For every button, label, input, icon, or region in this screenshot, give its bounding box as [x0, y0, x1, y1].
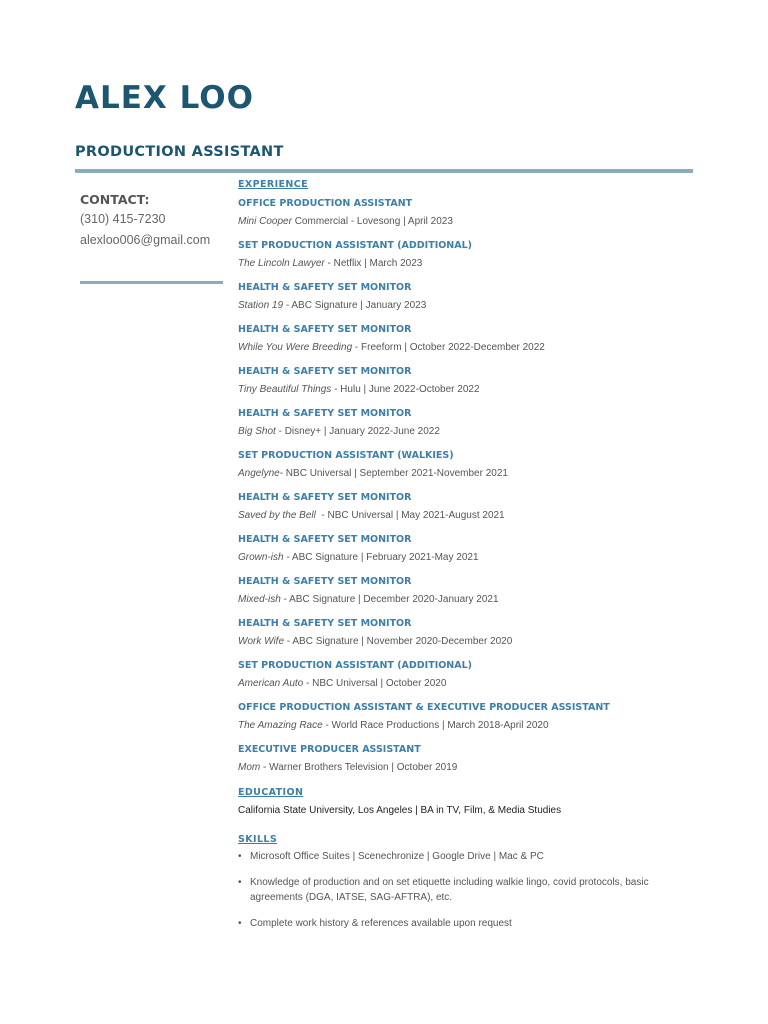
production-info: Commercial - Lovesong | April 2023 — [291, 216, 453, 227]
job-title-heading: PRODUCTION ASSISTANT — [75, 144, 284, 160]
show-title: Saved by the Bell — [238, 510, 316, 521]
show-title: The Amazing Race — [238, 720, 323, 731]
experience-detail — [238, 341, 698, 355]
candidate-name: ALEX LOO — [75, 80, 254, 116]
show-title: Work Wife — [238, 636, 285, 647]
experience-detail — [238, 425, 698, 439]
show-title: Mini Cooper — [238, 216, 292, 227]
experience-item — [238, 449, 698, 481]
experience-detail — [238, 257, 698, 271]
experience-detail — [238, 593, 698, 607]
skill-text: Microsoft Office Suites | Scenechronize | Google Drive | Mac & PC — [250, 851, 544, 862]
bullet-icon: • — [238, 851, 242, 862]
experience-role: OFFICE PRODUCTION ASSISTANT — [238, 198, 413, 209]
experience-item — [238, 575, 698, 607]
experience-role: HEALTH & SAFETY SET MONITOR — [238, 366, 412, 377]
experience-detail — [238, 635, 698, 649]
skill-item — [238, 875, 700, 905]
experience-detail — [238, 761, 698, 775]
experience-role: HEALTH & SAFETY SET MONITOR — [238, 576, 412, 587]
skill-item — [238, 849, 700, 864]
experience-item — [238, 281, 698, 313]
show-title: American Auto — [238, 678, 304, 689]
main-column — [238, 178, 698, 942]
experience-role: HEALTH & SAFETY SET MONITOR — [238, 534, 412, 545]
experience-item — [238, 617, 698, 649]
skill-text: Knowledge of production and on set etiquette including walkie lingo, covid protocols, basic agreements (DGA, IATSE, SAG-AFTRA), etc. — [250, 877, 649, 903]
education-heading: EDUCATION — [238, 787, 304, 798]
production-info: - NBC Universal | October 2020 — [303, 678, 447, 689]
show-title: Tiny Beautiful Things — [238, 384, 332, 395]
show-title: Angelyne — [238, 468, 280, 479]
experience-role: SET PRODUCTION ASSISTANT (WALKIES) — [238, 450, 454, 461]
experience-role: HEALTH & SAFETY SET MONITOR — [238, 408, 412, 419]
contact-email: alexloo006@gmail.com — [80, 233, 211, 247]
experience-detail — [238, 383, 698, 397]
experience-detail — [238, 719, 698, 733]
show-title: Mom — [238, 762, 261, 773]
production-info: - World Race Productions | March 2018-April 2020 — [322, 720, 549, 731]
show-title: Big Shot — [238, 426, 276, 437]
contact-divider — [80, 281, 223, 284]
experience-item — [238, 197, 698, 229]
experience-item — [238, 743, 698, 775]
production-info: - ABC Signature | December 2020-January 2021 — [280, 594, 499, 605]
bullet-icon: • — [238, 918, 242, 929]
skill-text: Complete work history & references available upon request — [250, 918, 512, 929]
experience-list — [238, 197, 698, 775]
show-title: The Lincoln Lawyer — [238, 258, 325, 269]
contact-label: CONTACT: — [80, 192, 150, 207]
experience-item — [238, 491, 698, 523]
skills-heading: SKILLS — [238, 834, 278, 845]
experience-role: OFFICE PRODUCTION ASSISTANT & EXECUTIVE PRODUCER ASSISTANT — [238, 702, 610, 713]
experience-role: SET PRODUCTION ASSISTANT (ADDITIONAL) — [238, 240, 473, 251]
production-info: - Hulu | June 2022-October 2022 — [331, 384, 480, 395]
skill-item — [238, 916, 700, 931]
experience-item — [238, 323, 698, 355]
production-info: - NBC Universal | May 2021-August 2021 — [315, 510, 505, 521]
experience-detail — [238, 509, 698, 523]
experience-detail — [238, 551, 698, 565]
show-title: Grown-ish — [238, 552, 284, 563]
show-title: Station 19 — [238, 300, 284, 311]
skills-list — [238, 849, 698, 931]
education-entry: California State University, Los Angeles | BA in TV, Film, & Media Studies — [238, 805, 562, 816]
experience-item — [238, 701, 698, 733]
production-info: - Warner Brothers Television | October 2019 — [260, 762, 458, 773]
header-divider — [75, 169, 693, 173]
experience-role: HEALTH & SAFETY SET MONITOR — [238, 492, 412, 503]
production-info: - ABC Signature | November 2020-December 2020 — [284, 636, 513, 647]
production-info: - Freeform | October 2022-December 2022 — [352, 342, 545, 353]
contact-block — [80, 191, 225, 250]
show-title: Mixed-ish — [238, 594, 281, 605]
production-info: - Netflix | March 2023 — [324, 258, 423, 269]
experience-role: SET PRODUCTION ASSISTANT (ADDITIONAL) — [238, 660, 473, 671]
show-title: While You Were Breeding — [238, 342, 353, 353]
experience-item — [238, 659, 698, 691]
experience-item — [238, 533, 698, 565]
experience-detail — [238, 215, 698, 229]
experience-item — [238, 365, 698, 397]
bullet-icon: • — [238, 877, 242, 888]
production-info: - ABC Signature | February 2021-May 2021 — [283, 552, 479, 563]
experience-item — [238, 407, 698, 439]
experience-role: EXECUTIVE PRODUCER ASSISTANT — [238, 744, 421, 755]
experience-item — [238, 239, 698, 271]
production-info: - NBC Universal | September 2021-November 2021 — [279, 468, 508, 479]
experience-detail — [238, 467, 698, 481]
experience-heading: EXPERIENCE — [238, 179, 309, 190]
experience-role: HEALTH & SAFETY SET MONITOR — [238, 324, 412, 335]
experience-role: HEALTH & SAFETY SET MONITOR — [238, 618, 412, 629]
experience-detail — [238, 299, 698, 313]
contact-phone: (310) 415-7230 — [80, 212, 166, 226]
production-info: - ABC Signature | January 2023 — [283, 300, 427, 311]
production-info: - Disney+ | January 2022-June 2022 — [275, 426, 440, 437]
experience-role: HEALTH & SAFETY SET MONITOR — [238, 282, 412, 293]
experience-detail — [238, 677, 698, 691]
